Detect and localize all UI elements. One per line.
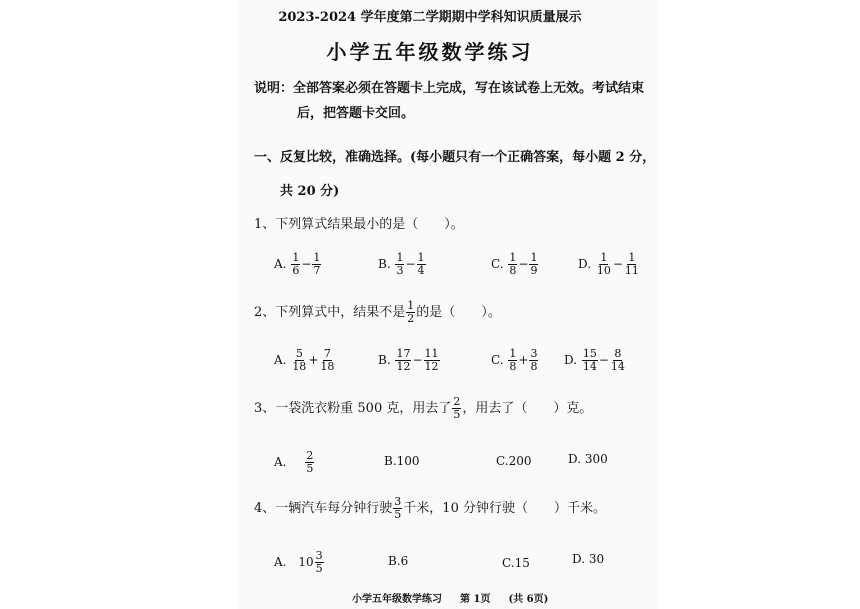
q1-option-b: B. $\frac{1}{3}$ − $\frac{1}{4}$ bbox=[378, 251, 425, 277]
q2-option-a: A. $\frac{5}{18}$ + $\frac{7}{18}$ bbox=[274, 347, 335, 373]
q4-option-a: A. 10 $\frac{3}{5}$ bbox=[274, 549, 323, 575]
question-number: 3、 bbox=[254, 401, 276, 416]
q1-option-a: A. $\frac{1}{6}$ − $\frac{1}{7}$ bbox=[274, 251, 321, 277]
page-total: (共 6页) bbox=[508, 594, 549, 605]
q4-option-b: B.6 bbox=[388, 554, 409, 568]
stem-fraction: $\frac{2}{5}$ bbox=[453, 395, 461, 421]
note-line-2: 后，把答题卡交回。 bbox=[297, 106, 415, 121]
footer-title: 小学五年级数学练习 bbox=[352, 594, 442, 605]
paper-title: 小学五年级数学练习 bbox=[326, 40, 534, 64]
q2-option-d: D. $\frac{15}{14}$ − $\frac{8}{14}$ bbox=[564, 347, 625, 373]
page-number: 第 1页 bbox=[460, 594, 491, 605]
question-number: 2、 bbox=[254, 305, 276, 320]
q4-option-c: C.15 bbox=[502, 556, 530, 570]
question-number: 4、 bbox=[254, 501, 276, 516]
question-3: 3、一袋洗衣粉重 500 克，用去了 $\frac{2}{5}$ ，用去了（ ）克。 bbox=[254, 395, 593, 421]
q3-option-c: C.200 bbox=[496, 454, 532, 468]
exam-title: 2023-2024 学年度第二学期期中学科知识质量展示 bbox=[278, 10, 582, 25]
note-line-1: 全部答案必须在答题卡上完成，写在该试卷上无效。考试结束 bbox=[293, 81, 645, 96]
q3-option-b: B.100 bbox=[384, 454, 420, 468]
question-1 bbox=[254, 213, 464, 232]
q4-option-d: D. 30 bbox=[572, 552, 605, 566]
q2-option-b: B. $\frac{17}{12}$ − $\frac{11}{12}$ bbox=[378, 347, 439, 373]
question-number: 1、 bbox=[254, 217, 276, 232]
q3-option-d: D. 300 bbox=[568, 452, 608, 466]
q1-option-d: D. $\frac{1}{10}$ − $\frac{1}{11}$ bbox=[578, 251, 639, 277]
q3-option-a: A. $\frac{2}{5}$ bbox=[274, 449, 314, 475]
q1-option-c: C. $\frac{1}{8}$ − $\frac{1}{9}$ bbox=[491, 251, 538, 277]
stem-fraction: $\frac{1}{2}$ bbox=[407, 299, 415, 325]
instructions-note bbox=[254, 76, 650, 126]
section-heading: 一、反复比较，准确选择。(每小题只有一个正确答案，每小题 2 分， bbox=[254, 150, 656, 165]
question-4: 4、一辆汽车每分钟行驶 $\frac{3}{5}$ 千米，10 分钟行驶（ ）千米。 bbox=[254, 495, 606, 521]
stem-fraction: $\frac{3}{5}$ bbox=[394, 495, 402, 521]
question-stem: 下列算式结果最小的是（ ）。 bbox=[275, 217, 464, 232]
q2-option-c: C. $\frac{1}{8}$ + $\frac{3}{8}$ bbox=[491, 347, 538, 373]
section-heading-continued: 共 20 分) bbox=[280, 184, 340, 199]
question-2: 2、下列算式中，结果不是 $\frac{1}{2}$ 的是（ ）。 bbox=[254, 299, 501, 325]
page-footer bbox=[352, 590, 566, 605]
note-label: 说明： bbox=[254, 81, 294, 96]
